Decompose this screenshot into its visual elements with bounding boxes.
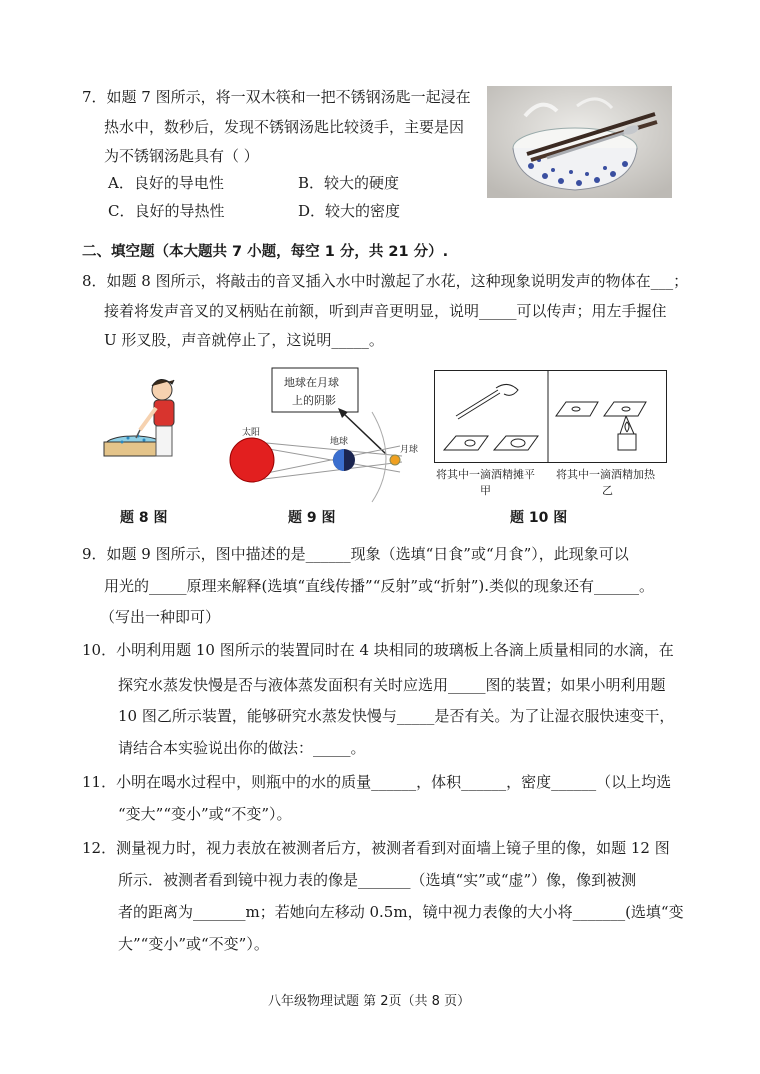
fig9-moon-label: 月球	[400, 445, 419, 455]
fig10-panel-a-label: 将其中一滴酒精摊平	[436, 468, 535, 481]
q12-line-2: 所示．被测者看到镜中视力表的像是_______（选填“实”或“虚”）像，像到被测	[118, 871, 637, 889]
q11-line-1: 11．小明在喝水过程中，则瓶中的水的质量______，体积______，密度______（以上均选	[82, 773, 672, 791]
q11-line-2: “变大”“变小”或“不变”）。	[118, 805, 292, 823]
q10-line-4: 请结合本实验说出你的做法：_____。	[118, 739, 366, 757]
q10-line-3: 10 图乙所示装置，能够研究水蒸发快慢与_____是否有关。为了让湿衣服快速变干，	[118, 707, 675, 725]
figure-10-diagram	[434, 370, 668, 502]
q12-line-3: 者的距离为_______m；若她向左移动 0.5m，镜中视力表像的大小将_______(选填“变	[118, 903, 684, 921]
figure-9-caption: 题 9 图	[288, 510, 336, 526]
fig9-shadow-label-2: 上的阴影	[292, 394, 336, 407]
q7-line-3: 为不锈钢汤匙具有（ ）	[104, 147, 259, 165]
q9-line-2: 用光的_____原理来解释(选填“直线传播”“反射”或“折射”).类似的现象还有______。	[104, 577, 654, 595]
q10-line-2: 探究水蒸发快慢是否与液体蒸发面积有关时应选用_____图的装置；如果小明利用题	[118, 676, 666, 694]
q7-option-d: D．较大的密度	[298, 202, 401, 220]
q8-line-1: 8．如题 8 图所示，将敲击的音叉插入水中时激起了水花，这种现象说明发声的物体在___；	[82, 272, 689, 290]
fig10-panel-a-mark: 甲	[480, 484, 491, 497]
fig9-sun-label: 太阳	[242, 428, 261, 438]
q7-bowl-photo	[487, 86, 672, 198]
figure-10-caption: 题 10 图	[510, 510, 568, 526]
figure-9-diagram	[222, 362, 422, 504]
q9-line-3: （写出一种即可）	[100, 608, 221, 626]
fig9-shadow-label-1: 地球在月球	[284, 376, 339, 389]
fig10-panel-b-label: 将其中一滴酒精加热	[556, 468, 655, 481]
q12-line-1: 12．测量视力时，视力表放在被测者后方，被测者看到对面墙上镜子里的像，如题 12 图	[82, 839, 670, 857]
figure-8-illustration	[100, 372, 192, 464]
q7-line-2: 热水中，数秒后，发现不锈钢汤匙比较烫手，主要是因	[104, 118, 465, 136]
q12-line-4: 大”“变小”或“不变”）。	[118, 935, 269, 953]
page-footer: 八年级物理试题 第 2页（共 8 页）	[268, 994, 471, 1009]
q8-line-2: 接着将发声音叉的叉柄贴在前额，听到声音更明显，说明_____可以传声；用左手握住	[104, 302, 667, 320]
q7-line-1: 7．如题 7 图所示，将一双木筷和一把不锈钢汤匙一起浸在	[82, 88, 471, 106]
q8-line-3: U 形叉股，声音就停止了，这说明_____。	[104, 331, 384, 349]
q9-line-1: 9．如题 9 图所示，图中描述的是______现象（选填“日食”或“月食”），此现象可以	[82, 545, 629, 563]
q10-line-1: 10．小明利用题 10 图所示的装置同时在 4 块相同的玻璃板上各滴上质量相同的水滴，在	[82, 641, 674, 659]
q7-option-b: B．较大的硬度	[298, 174, 400, 192]
fig10-panel-b-mark: 乙	[602, 484, 613, 497]
figure-8-caption: 题 8 图	[120, 510, 168, 526]
q7-option-c: C．良好的导热性	[108, 202, 225, 220]
fig9-earth-label: 地球	[330, 437, 349, 447]
section-2-title: 二、填空题（本大题共 7 小题，每空 1 分，共 21 分）.	[82, 244, 449, 260]
q7-option-a: A．良好的导电性	[108, 174, 224, 192]
